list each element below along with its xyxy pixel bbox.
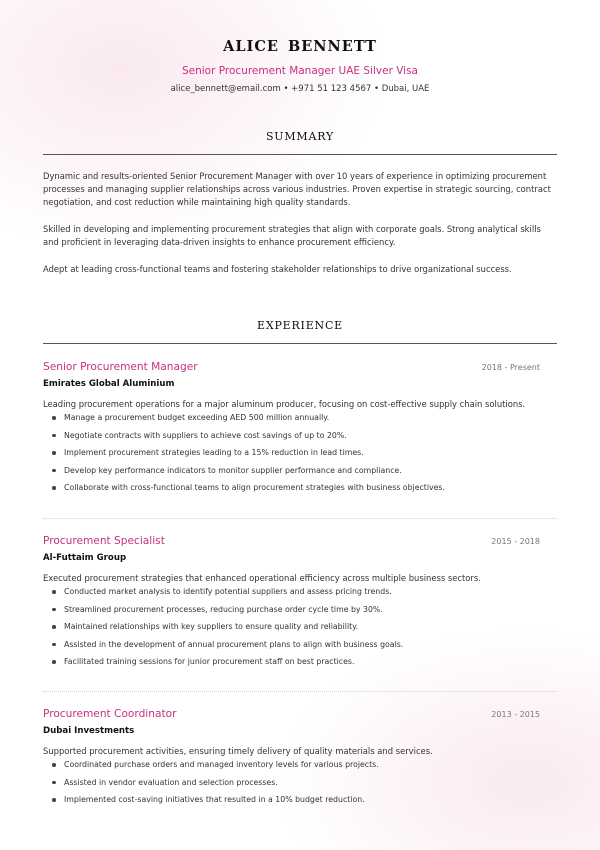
job-title: Senior Procurement Manager	[43, 361, 198, 373]
contact-line: alice_bennett@email.com • +971 51 123 4567 • Dubai, UAE	[170, 84, 430, 94]
summary-heading: SUMMARY	[265, 130, 335, 143]
bullet-item: Conducted market analysis to identify potential suppliers and assess pricing trends.	[43, 587, 403, 605]
job-company: Emirates Global Aluminium	[43, 379, 175, 389]
job-separator	[43, 691, 557, 692]
bullet-item: Collaborate with cross-functional teams to align procurement strategies with business objectives.	[43, 483, 445, 501]
summary-paragraph: Dynamic and results-oriented Senior Procurement Manager with over 10 years of experience in optimizing procurement processes and managing supplier relationships across various industries. Proven expertise in strategic sourcing, contract negotiation, and cost reduction while maintaining high quality standards.	[43, 171, 551, 207]
job-company: Al-Futtaim Group	[43, 553, 127, 563]
job-description: Supported procurement activities, ensuring timely delivery of quality materials and services.	[43, 746, 433, 756]
job-title: Procurement Specialist	[43, 535, 165, 547]
bullet-item: Assisted in vendor evaluation and selection processes.	[43, 778, 379, 796]
job-separator	[43, 518, 557, 519]
bullet-item: Implement procurement strategies leading to a 15% reduction in lead times.	[43, 448, 445, 466]
summary-paragraph: Skilled in developing and implementing procurement strategies that align with corporate goals. Strong analytical skills and proficient in leveraging data-driven insights to enhance procurement efficiency.	[43, 224, 541, 247]
summary-paragraph: Adept at leading cross-functional teams and fostering stakeholder relationships to drive organizational success.	[43, 264, 512, 274]
job-company: Dubai Investments	[43, 726, 135, 736]
job-bullets	[43, 587, 403, 675]
experience-heading: EXPERIENCE	[256, 319, 344, 332]
candidate-headline: Senior Procurement Manager UAE Silver Visa	[181, 65, 418, 77]
job-dates: 2013 - 2015	[491, 710, 540, 719]
bullet-item: Implemented cost-saving initiatives that resulted in a 10% budget reduction.	[43, 795, 379, 813]
job-description: Leading procurement operations for a major aluminum producer, focusing on cost-effective supply chain solutions.	[43, 399, 526, 409]
summary-divider	[43, 154, 557, 155]
bullet-item: Assisted in the development of annual procurement plans to align with business goals.	[43, 640, 403, 658]
candidate-name: ALICE BENNETT	[223, 38, 377, 55]
bullet-item: Negotiate contracts with suppliers to achieve cost savings of up to 20%.	[43, 431, 445, 449]
job-description: Executed procurement strategies that enhanced operational efficiency across multiple business sectors.	[43, 573, 481, 583]
bullet-item: Maintained relationships with key suppliers to ensure quality and reliability.	[43, 622, 403, 640]
job-title: Procurement Coordinator	[43, 708, 177, 720]
bullet-item: Streamlined procurement processes, reducing purchase order cycle time by 30%.	[43, 605, 403, 623]
bullet-item: Manage a procurement budget exceeding AED 500 million annually.	[43, 413, 445, 431]
job-dates: 2015 - 2018	[491, 537, 540, 546]
experience-divider	[43, 343, 557, 344]
bullet-item: Facilitated training sessions for junior procurement staff on best practices.	[43, 657, 403, 675]
job-dates: 2018 - Present	[481, 363, 540, 372]
bullet-item: Develop key performance indicators to monitor supplier performance and compliance.	[43, 466, 445, 484]
job-bullets	[43, 760, 379, 813]
bullet-item: Coordinated purchase orders and managed inventory levels for various projects.	[43, 760, 379, 778]
job-bullets	[43, 413, 445, 501]
